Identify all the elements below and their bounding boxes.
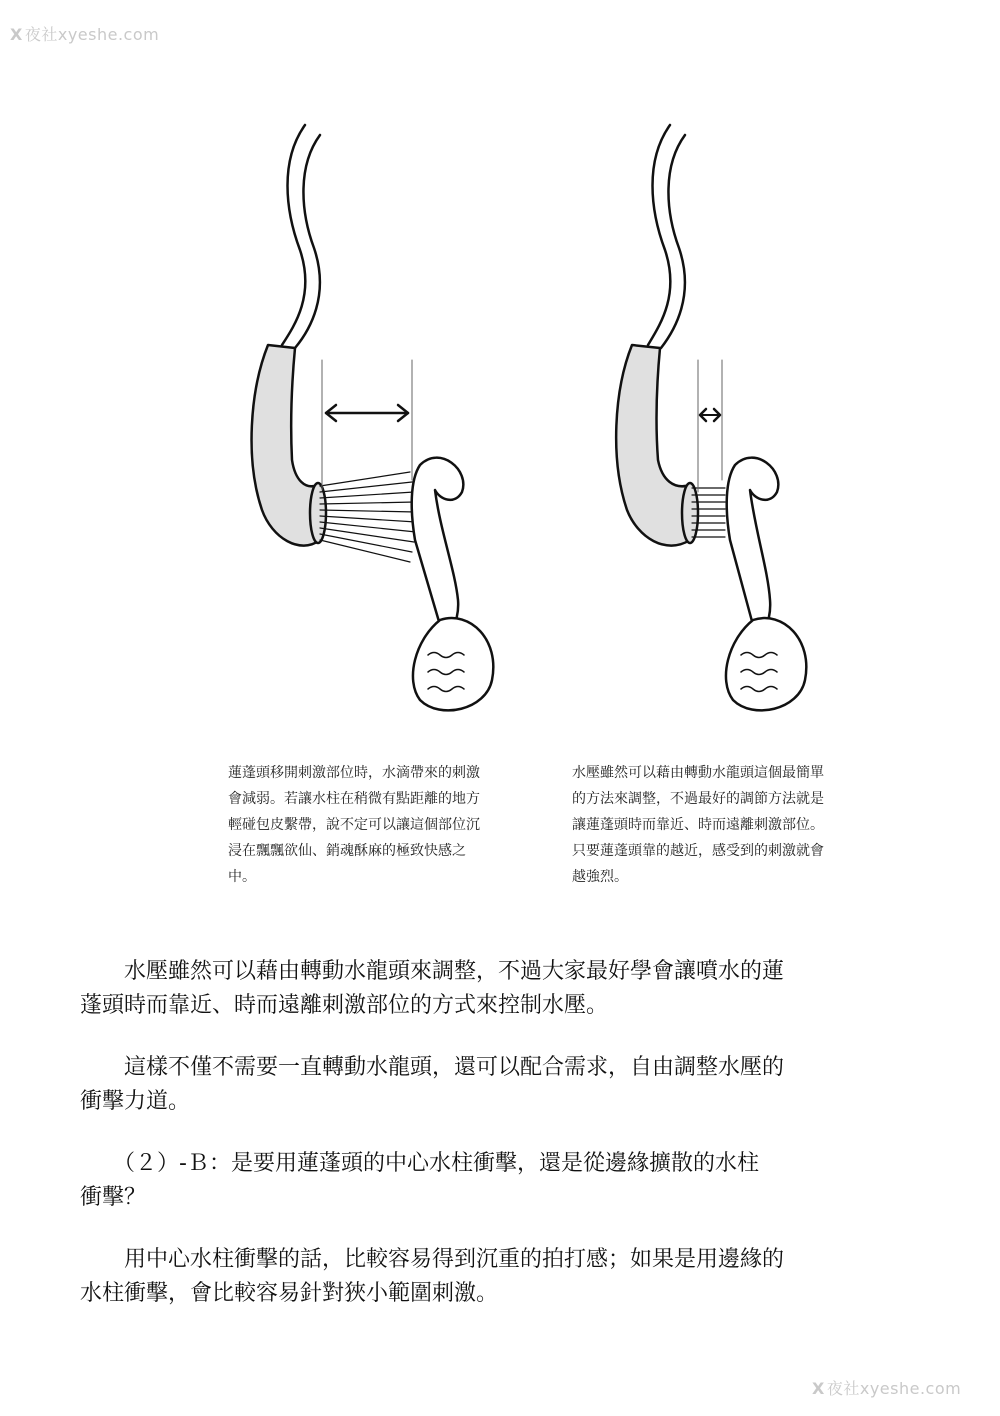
paragraph	[80, 1051, 940, 1119]
caption-line: 蓮蓬頭移開刺激部位時，水滴帶來的刺激	[228, 765, 480, 781]
caption-line: 讓蓮蓬頭時而靠近、時而遠離刺激部位。	[572, 817, 824, 833]
paragraph-line: 這樣不僅不需要一直轉動水龍頭，還可以配合需求，自由調整水壓的	[80, 1055, 785, 1080]
paragraph-line: 蓬頭時而靠近、時而遠離刺激部位的方式來控制水壓。	[80, 993, 609, 1018]
left-distance-arrow-icon	[326, 405, 408, 421]
paragraph-line: 水壓雖然可以藉由轉動水龍頭來調整，不過大家最好學會讓噴水的蓮	[80, 959, 785, 984]
paragraph	[80, 1243, 940, 1311]
watermark-logo-icon: X	[10, 25, 23, 44]
left-hose	[282, 125, 305, 345]
caption-line: 會減弱。若讓水柱在稍微有點距離的地方	[228, 791, 480, 807]
paragraph	[80, 1147, 940, 1215]
paragraph-line: 水柱衝擊，會比較容易針對狹小範圍刺激。	[80, 1281, 499, 1306]
right-hose	[648, 125, 670, 345]
caption-line: 輕碰包皮繫帶，說不定可以讓這個部位沉	[228, 817, 480, 833]
paragraph-line: 衝擊力道。	[80, 1089, 191, 1114]
caption-line: 水壓雖然可以藉由轉動水龍頭這個最簡單	[572, 765, 824, 781]
left-water-spray	[320, 472, 416, 562]
right-target-shape	[727, 458, 779, 633]
left-target-base	[413, 618, 493, 710]
right-distance-arrow-icon	[700, 409, 720, 421]
right-target-base	[726, 618, 806, 710]
watermark-text: 夜社xyeshe.com	[826, 1379, 962, 1398]
caption-line: 只要蓮蓬頭靠的越近，感受到的刺激就會	[572, 843, 824, 859]
caption-left	[228, 760, 528, 890]
showerhead-illustration	[0, 100, 1000, 760]
left-target-shape	[412, 458, 464, 633]
watermark-logo-icon: X	[812, 1379, 825, 1398]
paragraph-line: 用中心水柱衝擊的話，比較容易得到沉重的拍打感；如果是用邊緣的	[80, 1247, 785, 1272]
right-showerhead-face	[682, 483, 698, 543]
caption-line: 越強烈。	[572, 869, 628, 885]
paragraph-line: （２）-Ｂ：是要用蓮蓬頭的中心水柱衝擊，還是從邊緣擴散的水柱	[80, 1151, 759, 1176]
paragraph	[80, 955, 940, 1023]
right-showerhead-handle	[616, 345, 690, 546]
watermark-text: 夜社xyeshe.com	[24, 25, 160, 44]
caption-line: 浸在飄飄欲仙、銷魂酥麻的極致快感之	[228, 843, 466, 859]
caption-line: 中。	[228, 869, 256, 885]
watermark-top	[10, 22, 159, 45]
watermark-bottom	[812, 1376, 961, 1399]
body-text	[80, 955, 940, 1339]
right-figure	[616, 125, 806, 710]
paragraph-line: 衝擊？	[80, 1185, 147, 1210]
left-figure	[252, 125, 494, 710]
caption-right	[572, 760, 862, 890]
caption-line: 的方法來調整，不過最好的調節方法就是	[572, 791, 824, 807]
